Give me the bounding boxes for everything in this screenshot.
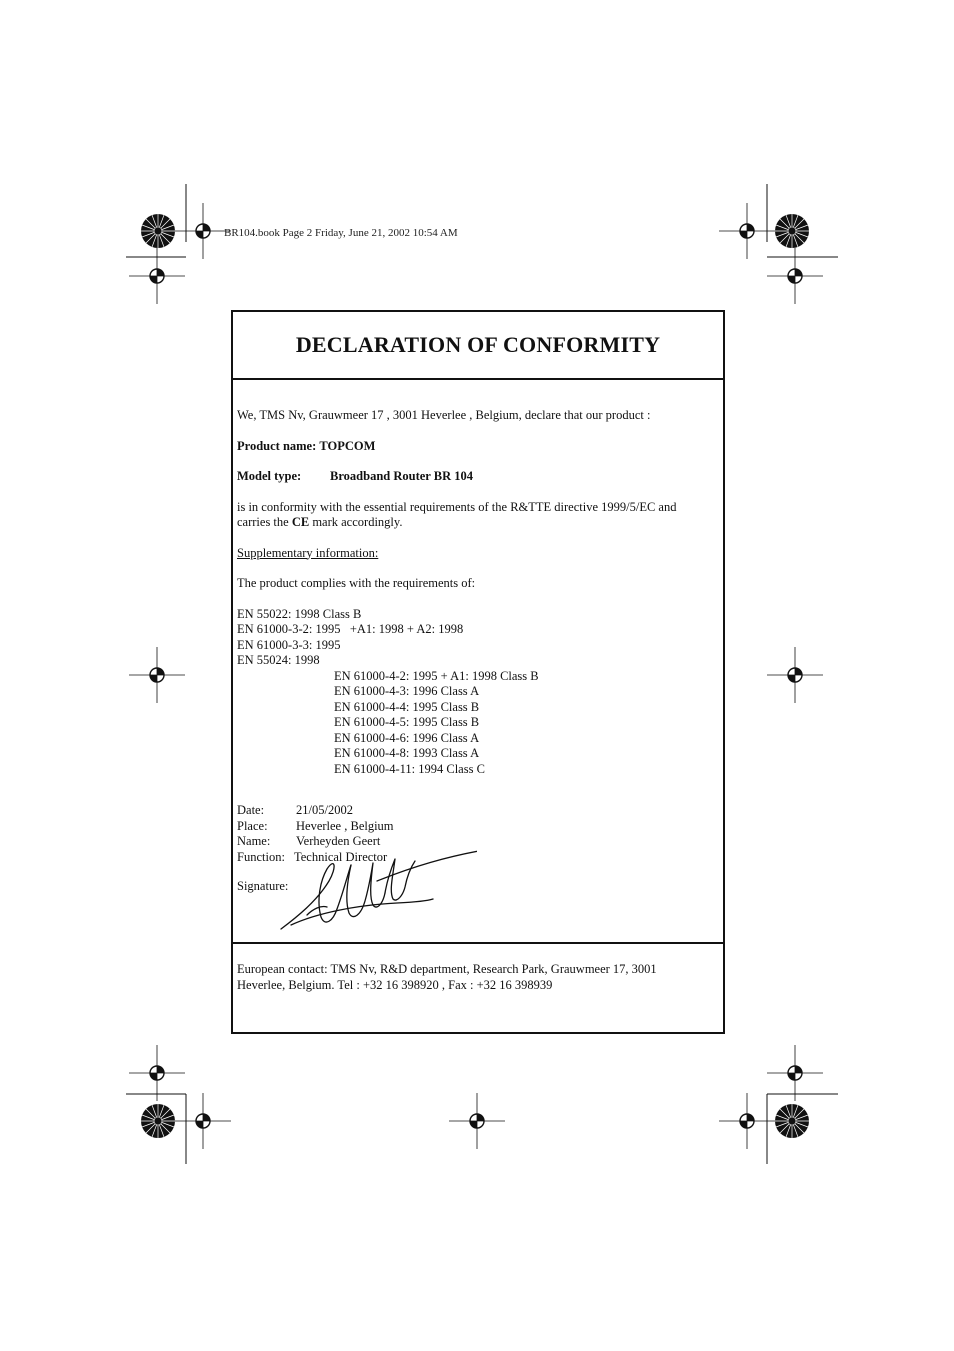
footer-contact [237, 962, 721, 993]
detail-value: Verheyden Geert [296, 834, 381, 848]
signature-label: Signature: [237, 879, 289, 893]
product-name-row [237, 439, 721, 455]
handwritten-signature [277, 817, 477, 937]
sub-standard-item: EN 61000-4-2: 1995 + A1: 1998 Class B [334, 668, 539, 683]
detail-label: Function: [237, 849, 285, 864]
product-name-value: TOPCOM [319, 438, 376, 453]
ce-mark: CE [291, 515, 310, 529]
conformity-post: mark accordingly. [309, 515, 403, 529]
standard-item: EN 61000-3-2: 1995 +A1: 1998 + A2: 1998 [237, 622, 464, 636]
conformity-line-2 [237, 515, 721, 531]
supplementary-heading: Supplementary information: [237, 545, 379, 560]
footer-line-2: Heverlee, Belgium. Tel : +32 16 398920 , Fax : +32 16 398939 [237, 977, 553, 992]
print-header: BR104.book Page 2 Friday, June 21, 2002 10:54 AM [224, 227, 458, 239]
conformity-pre: carries the [237, 515, 292, 529]
conformity-line-1: is in conformity with the essential requirements of the R&TTE directive 1999/5/EC and [237, 499, 677, 514]
complies-line: The product complies with the requirements of: [237, 576, 476, 590]
declaration-document [231, 310, 725, 1034]
model-type-value: Broadband Router BR 104 [330, 469, 473, 483]
sub-standard-item: EN 61000-4-3: 1996 Class A [334, 684, 480, 698]
sub-standard-item: EN 61000-4-8: 1993 Class A [334, 746, 480, 760]
document-body [237, 408, 721, 931]
standard-item: EN 55024: 1998 [237, 653, 320, 667]
sub-standard-item: EN 61000-4-4: 1995 Class B [334, 699, 480, 714]
standard-item: EN 61000-3-3: 1995 [237, 637, 341, 652]
detail-label: Date: [237, 803, 265, 817]
detail-label: Name: [237, 834, 271, 848]
title-box [233, 312, 723, 380]
standard-item: EN 55022: 1998 Class B [237, 606, 362, 621]
product-name-label: Product name: [237, 438, 317, 453]
model-type-row [237, 469, 721, 485]
footer-box [233, 942, 723, 1032]
detail-value: Technical Director [294, 849, 388, 864]
detail-value: 21/05/2002 [296, 803, 353, 817]
detail-value: Heverlee , Belgium [296, 818, 394, 833]
document-title: DECLARATION OF CONFORMITY [295, 332, 661, 357]
footer-line-1: European contact: TMS Nv, R&D department, Research Park, Grauwmeer 17, 3001 [237, 962, 657, 976]
detail-label: Place: [237, 818, 268, 833]
model-type-label: Model type: [237, 469, 302, 483]
signature-area [237, 879, 721, 931]
sub-standard-item: EN 61000-4-5: 1995 Class B [334, 715, 480, 729]
sub-standard-item: EN 61000-4-11: 1994 Class C [334, 761, 485, 776]
intro-line: We, TMS Nv, Grauwmeer 17 , 3001 Heverlee , Belgium, declare that our product : [237, 408, 651, 422]
sub-standard-item: EN 61000-4-6: 1996 Class A [334, 730, 480, 745]
